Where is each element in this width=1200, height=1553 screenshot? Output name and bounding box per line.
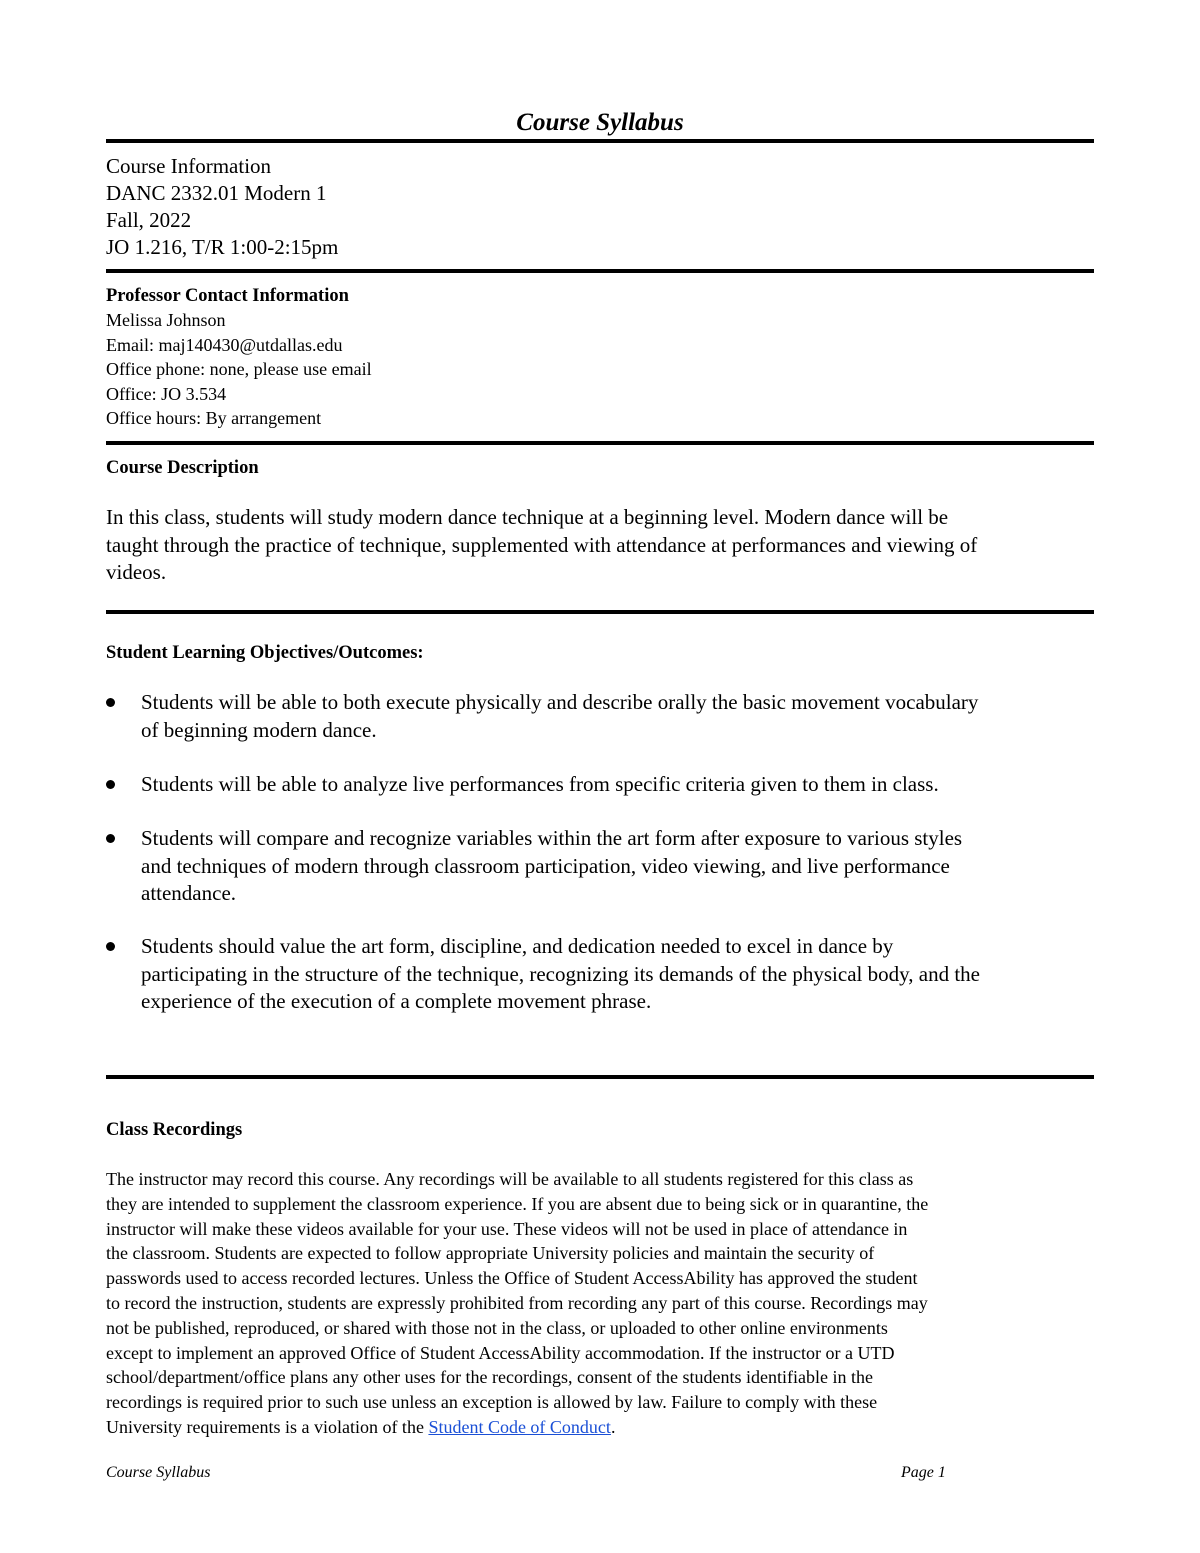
course-term: Fall, 2022 [106, 208, 192, 232]
student-code-of-conduct-link[interactable]: Student Code of Conduct [428, 1416, 611, 1437]
professor-phone: Office phone: none, please use email [106, 359, 372, 379]
objectives-section [106, 641, 1094, 665]
paragraph-line [106, 1415, 1094, 1440]
paragraph-line: In this class, students will study modern dance technique at a beginning level. Modern dance will be [106, 505, 949, 529]
list-item-line: of beginning modern dance. [141, 717, 377, 742]
list-item-line: and techniques of modern through classroom participation, video viewing, and live performance [141, 853, 950, 878]
bullet-icon [106, 942, 115, 951]
section-heading: Student Learning Objectives/Outcomes: [106, 643, 424, 663]
list-item-line: participating in the structure of the technique, recognizing its demands of the physical body, and the [141, 961, 980, 986]
recordings-section [106, 1118, 1094, 1142]
footer-title: Course Syllabus [106, 1464, 211, 1481]
paragraph-line: not be published, reproduced, or shared with those not in the class, or uploaded to other online environments [106, 1317, 888, 1338]
divider [106, 610, 1094, 614]
professor-email: Email: maj140430@utdallas.edu [106, 334, 343, 355]
bullet-icon [106, 834, 115, 843]
professor-office: Office: JO 3.534 [106, 383, 227, 404]
page-number: Page 1 [901, 1464, 946, 1481]
section-heading: Course Description [106, 458, 259, 478]
paragraph-line: instructor will make these videos available for your use. These videos will not be used in place of attendance in [106, 1218, 908, 1239]
paragraph-line: to record the instruction, students are expressly prohibited from recording any part of this course. Recordings may [106, 1292, 928, 1313]
paragraph-line: taught through the practice of technique, supplemented with attendance at performances and viewing of [106, 532, 978, 557]
professor-name: Melissa Johnson [106, 310, 226, 330]
list-item-line: attendance. [141, 881, 237, 905]
paragraph-line: videos. [106, 560, 167, 584]
recordings-paragraph [106, 1167, 1094, 1440]
section-heading: Class Recordings [106, 1120, 243, 1140]
paragraph-line: recordings is required prior to such use unless an exception is allowed by law. Failure to comply with these [106, 1392, 878, 1413]
course-location-time: JO 1.216, T/R 1:00-2:15pm [106, 235, 339, 259]
paragraph-line: they are intended to supplement the classroom experience. If you are absent due to being sick or in quarantine, the [106, 1193, 929, 1214]
course-info [106, 153, 1094, 261]
paragraph-line: school/department/office plans any other uses for the recordings, consent of the students identifiable in the [106, 1367, 873, 1388]
professor-office-hours: Office hours: By arrangement [106, 408, 322, 428]
divider [106, 1075, 1094, 1079]
paragraph-line: The instructor may record this course. Any recordings will be available to all students registered for this class as [106, 1169, 914, 1189]
list-item-line: Students will compare and recognize variables within the art form after exposure to various styles [141, 826, 963, 850]
section-heading: Professor Contact Information [106, 286, 349, 306]
divider [106, 441, 1094, 445]
divider [106, 269, 1094, 273]
professor-contact [106, 284, 1094, 431]
list-item-line: experience of the execution of a complete movement phrase. [141, 989, 652, 1013]
paragraph-line: passwords used to access recorded lectures. Unless the Office of Student AccessAbility has approved the student [106, 1268, 918, 1289]
paragraph-line: except to implement an approved Office of Student AccessAbility accommodation. If the instructor or a UTD [106, 1342, 895, 1363]
list-item-line: Students will be able to analyze live performances from specific criteria given to them in class. [141, 772, 939, 796]
list-item-line: Students will be able to both execute physically and describe orally the basic movement vocabulary [141, 690, 979, 714]
bullet-icon [106, 780, 115, 789]
page-title: Course Syllabus [516, 109, 684, 136]
list-item-line: Students should value the art form, discipline, and dedication needed to excel in dance by [141, 934, 894, 958]
course-description [106, 456, 1094, 480]
paragraph-text: . [610, 1416, 616, 1437]
bullet-icon [106, 698, 115, 707]
paragraph-text: University requirements is a violation of the [106, 1416, 429, 1437]
paragraph-line: the classroom. Students are expected to follow appropriate University policies and maintain the security of [106, 1243, 875, 1264]
divider [106, 139, 1094, 143]
course-info-label: Course Information [106, 154, 272, 178]
description-paragraph [106, 504, 1094, 587]
course-code: DANC 2332.01 Modern 1 [106, 181, 327, 205]
